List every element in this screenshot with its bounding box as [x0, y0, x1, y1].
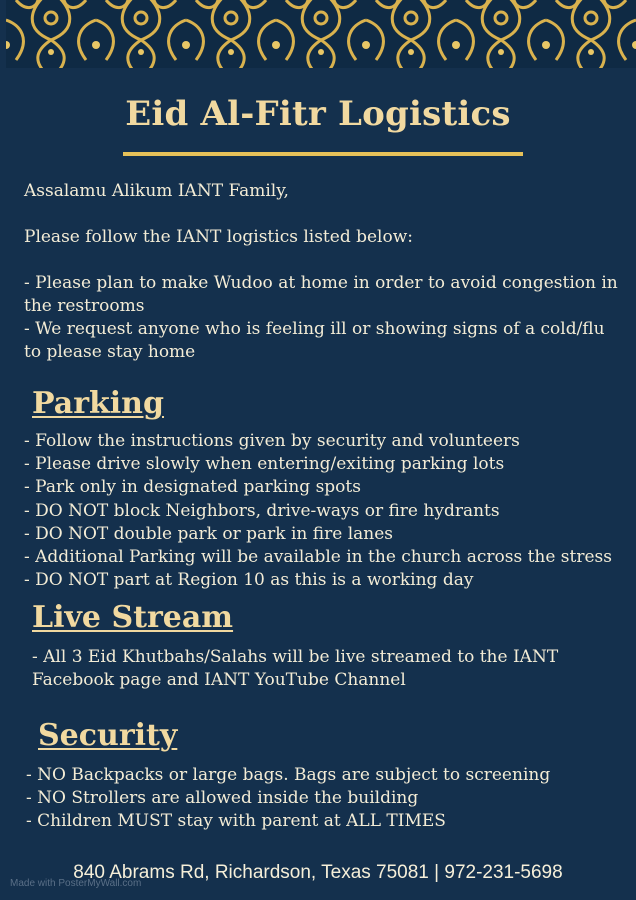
- watermark: Made with PosterMyWall.com: [10, 878, 142, 889]
- security-list: [26, 764, 550, 834]
- intro-item-2: - We request anyone who is feeling ill or showing signs of a cold/flu to please stay home: [24, 319, 605, 362]
- page-title: Eid Al-Fitr Logistics: [125, 94, 511, 134]
- intro-item-1: - Please plan to make Wudoo at home in order to avoid congestion in the restrooms: [24, 273, 618, 316]
- gold-ornament-pattern: [6, 0, 636, 68]
- list-item: - DO NOT block Neighbors, drive-ways or fire hydrants: [24, 500, 500, 521]
- list-item: - DO NOT double park or park in fire lanes: [24, 523, 394, 544]
- list-item: - DO NOT part at Region 10 as this is a working day: [24, 570, 474, 591]
- ornamental-banner: [6, 0, 636, 68]
- list-item: - All 3 Eid Khutbahs/Salahs will be live streamed to the IANT: [32, 647, 559, 667]
- title-underline: [123, 152, 523, 156]
- list-item: - NO Strollers are allowed inside the building: [26, 788, 419, 809]
- list-item: - NO Backpacks or large bags. Bags are subject to screening: [26, 765, 551, 785]
- list-item: - Please drive slowly when entering/exiting parking lots: [24, 454, 505, 475]
- list-item: - Follow the instructions given by security and volunteers: [24, 431, 520, 451]
- footer-address: 840 Abrams Rd, Richardson, Texas 75081 | 972-231-5698: [73, 862, 563, 883]
- security-heading: Security: [38, 718, 178, 753]
- greeting: Assalamu Alikum IANT Family,: [24, 181, 289, 201]
- list-item: - Additional Parking will be available in the church across the stress: [24, 546, 613, 567]
- list-item: Facebook page and IANT YouTube Channel: [32, 670, 406, 691]
- live-stream-list: [32, 646, 558, 692]
- live-stream-heading: Live Stream: [32, 600, 234, 635]
- instruction: Please follow the IANT logistics listed below:: [24, 227, 414, 247]
- parking-heading: Parking: [32, 386, 164, 421]
- parking-list: [24, 430, 612, 592]
- list-item: - Park only in designated parking spots: [24, 477, 361, 498]
- list-item: - Children MUST stay with parent at ALL TIMES: [26, 811, 446, 832]
